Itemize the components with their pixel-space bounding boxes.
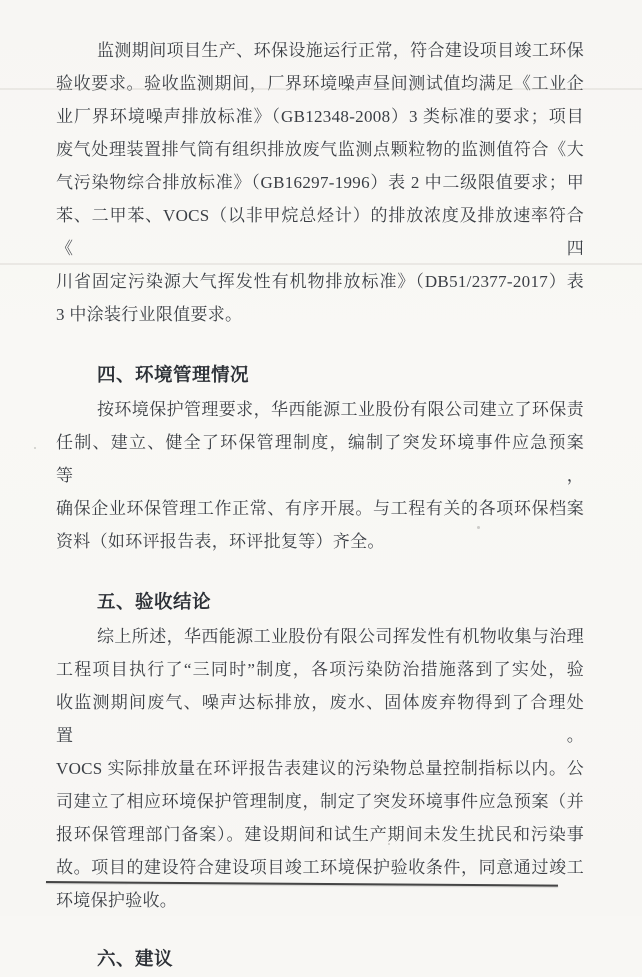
text-line: 确保企业环保管理工作正常、有序开展。与工程有关的各项环保档案 [56,499,584,518]
text-line: 综上所述，华西能源工业股份有限公司挥发性有机物收集与治理 [97,627,584,646]
text-line: 故。项目的建设符合建设项目竣工环境保护验收条件，同意通过竣工 [56,858,584,877]
section-heading-acceptance-conclusion: 五、验收结论 [97,593,212,613]
text-line: 资料（如环评报告表，环评批复等）齐全。 [56,532,385,551]
section4-paragraph [56,393,584,558]
text-line: 气污染物综合排放标准》（GB16297-1996）表 2 中二级限值要求；甲 [56,173,584,192]
text-line: 环境保护验收。 [56,891,178,910]
text-line: 川省固定污染源大气挥发性有机物排放标准》（DB51/2377-2017）表 [56,272,584,291]
text-line: 任制、建立、健全了环保管理制度，编制了突发环境事件应急预案等， [56,433,584,485]
intro-paragraph [56,34,584,331]
text-line: 废气处理装置排气筒有组织排放废气监测点颗粒物的监测值符合《大 [56,140,584,159]
text-line: 3 中涂装行业限值要求。 [56,305,243,324]
text-line: 司建立了相应环境保护管理制度，制定了突发环境事件应急预案（并 [56,792,584,811]
scan-speck [34,447,36,449]
text-line: 监测期间项目生产、环保设施运行正常，符合建设项目竣工环保 [97,41,584,60]
text-line: 苯、二甲苯、VOCS（以非甲烷总烃计）的排放浓度及排放速率符合《四 [56,206,584,258]
section-heading-environmental-management: 四、环境管理情况 [97,366,250,386]
text-line: 按环境保护管理要求，华西能源工业股份有限公司建立了环保责 [97,400,584,419]
text-line: 报环保管理部门备案）。建设期间和试生产期间未发生扰民和污染事 [56,825,584,844]
text-line: 工程项目执行了“三同时”制度，各项污染防治措施落到了实处，验 [56,660,584,679]
section5-paragraph [56,620,584,917]
text-line: 收监测期间废气、噪声达标排放，废水、固体废弃物得到了合理处置。 [56,693,584,745]
text-line: 业厂界环境噪声排放标准》（GB12348-2008）3 类标准的要求；项目 [56,107,584,126]
text-line: 验收要求。验收监测期间，厂界环境噪声昼间测试值均满足《工业企 [56,74,584,93]
section-heading-suggestions: 六、建议 [97,950,174,970]
text-line: VOCS 实际排放量在环评报告表建议的污染物总量控制指标以内。公 [56,759,584,778]
